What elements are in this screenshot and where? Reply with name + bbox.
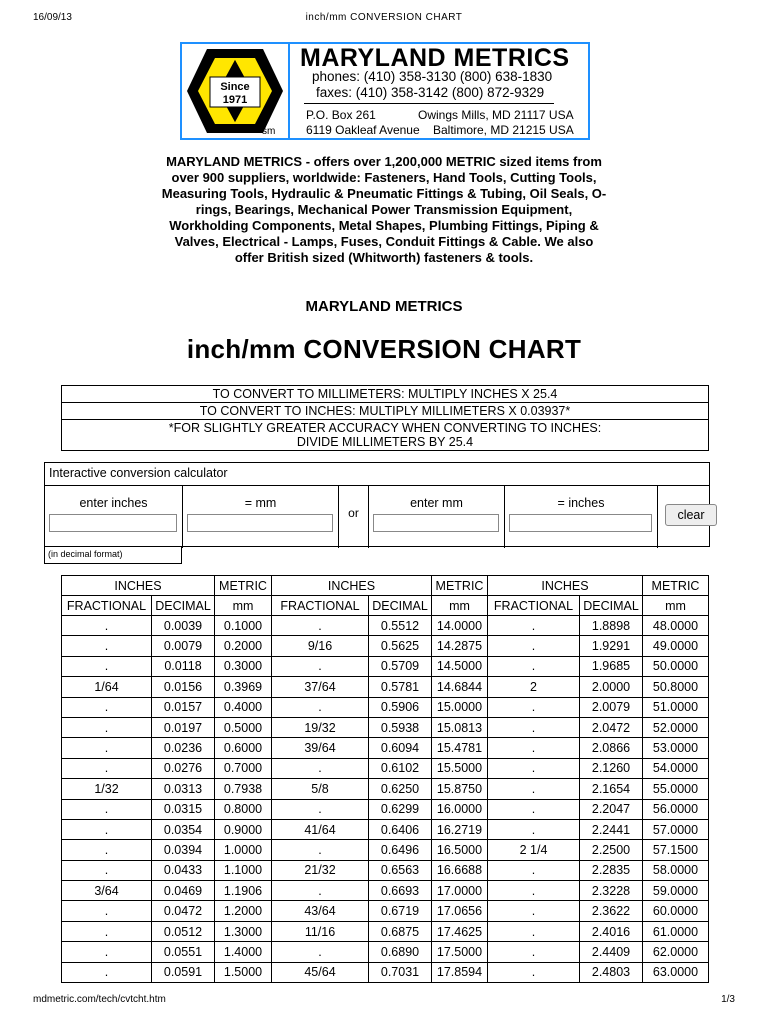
footer-page-number: 1/3: [721, 994, 735, 1005]
table-cell: 2.1260: [580, 758, 643, 778]
table-cell: 17.0000: [432, 881, 488, 901]
page-title: inch/mm CONVERSION CHART: [186, 334, 582, 364]
table-cell: 0.4000: [215, 697, 272, 717]
accuracy-note-line1: *FOR SLIGHTLY GREATER ACCURACY WHEN CONVERTING TO INCHES:: [168, 421, 602, 435]
table-cell: 0.5781: [369, 677, 432, 697]
inches-result-label: = inches: [557, 496, 605, 510]
table-row: [62, 921, 709, 941]
table-cell: 0.5625: [369, 636, 432, 656]
table-cell: 2.0866: [580, 738, 643, 758]
table-cell: 17.0656: [432, 901, 488, 921]
table-cell: 0.0551: [152, 942, 215, 962]
table-cell: 2.0079: [580, 697, 643, 717]
table-cell: .: [272, 840, 369, 860]
table-cell: 45/64: [272, 962, 369, 982]
company-emblem: [182, 44, 290, 138]
table-cell: .: [488, 717, 580, 737]
company-subheading: MARYLAND METRICS: [305, 298, 463, 315]
table-cell: .: [272, 656, 369, 676]
table-cell: 0.7031: [369, 962, 432, 982]
table-cell: .: [62, 840, 152, 860]
table-group-header-row: [62, 576, 709, 596]
table-cell: .: [272, 616, 369, 636]
table-cell: 1/32: [62, 779, 152, 799]
header-metric-1: METRIC: [215, 576, 272, 596]
table-cell: 0.0512: [152, 921, 215, 941]
table-cell: 0.0118: [152, 656, 215, 676]
table-cell: 21/32: [272, 860, 369, 880]
table-cell: 1.4000: [215, 942, 272, 962]
table-cell: 0.5938: [369, 717, 432, 737]
footer-url: mdmetric.com/tech/cvtcht.htm: [33, 994, 166, 1005]
fax-numbers: faxes: (410) 358-3142 (800) 872-9329: [316, 85, 545, 100]
table-cell: 2.4409: [580, 942, 643, 962]
mm-result-cell: [183, 486, 339, 548]
table-cell: 1.0000: [215, 840, 272, 860]
table-cell: 1/64: [62, 677, 152, 697]
table-cell: 43/64: [272, 901, 369, 921]
table-cell: 54.0000: [643, 758, 709, 778]
table-cell: 0.0469: [152, 881, 215, 901]
table-cell: .: [62, 758, 152, 778]
table-cell: 58.0000: [643, 860, 709, 880]
table-cell: 2.2500: [580, 840, 643, 860]
table-cell: 15.0813: [432, 717, 488, 737]
table-cell: .: [62, 921, 152, 941]
sub-header-decimal: DECIMAL: [152, 596, 215, 616]
accuracy-note: [62, 420, 709, 451]
table-cell: 2.3622: [580, 901, 643, 921]
table-cell: 0.5709: [369, 656, 432, 676]
table-cell: 11/16: [272, 921, 369, 941]
table-row: [62, 860, 709, 880]
inches-input[interactable]: [49, 514, 177, 532]
table-row: [62, 636, 709, 656]
table-cell: .: [488, 819, 580, 839]
company-logo-banner: [180, 42, 590, 140]
print-date: 16/09/13: [33, 12, 72, 23]
table-cell: 1.8898: [580, 616, 643, 636]
table-cell: 15.0000: [432, 697, 488, 717]
table-cell: 0.7938: [215, 779, 272, 799]
table-cell: 57.1500: [643, 840, 709, 860]
clear-button[interactable]: clear: [665, 504, 717, 526]
table-cell: 0.6250: [369, 779, 432, 799]
accuracy-note-line2: DIVIDE MILLIMETERS BY 25.4: [296, 435, 474, 449]
or-label: or: [348, 506, 359, 520]
table-cell: 17.4625: [432, 921, 488, 941]
table-cell: 39/64: [272, 738, 369, 758]
table-cell: 9/16: [272, 636, 369, 656]
table-cell: .: [488, 616, 580, 636]
service-mark-text: sm: [262, 126, 276, 137]
print-title: inch/mm CONVERSION CHART: [305, 12, 463, 23]
table-cell: 48.0000: [643, 616, 709, 636]
table-cell: 16.6688: [432, 860, 488, 880]
table-cell: .: [62, 636, 152, 656]
table-row: [62, 656, 709, 676]
table-cell: 5/8: [272, 779, 369, 799]
sub-header-mm: mm: [432, 596, 488, 616]
street-city: Baltimore, MD 21215 USA: [433, 123, 574, 137]
table-cell: 16.0000: [432, 799, 488, 819]
table-cell: .: [488, 881, 580, 901]
sub-header-decimal: DECIMAL: [580, 596, 643, 616]
inches-result-cell: [505, 486, 658, 548]
table-cell: .: [488, 799, 580, 819]
table-cell: 2.3228: [580, 881, 643, 901]
table-cell: .: [62, 738, 152, 758]
table-cell: 0.0472: [152, 901, 215, 921]
table-cell: 57.0000: [643, 819, 709, 839]
table-cell: 0.6094: [369, 738, 432, 758]
table-cell: 2.4016: [580, 921, 643, 941]
table-cell: 0.0079: [152, 636, 215, 656]
table-cell: .: [272, 697, 369, 717]
sub-header-decimal: DECIMAL: [369, 596, 432, 616]
table-cell: 0.6000: [215, 738, 272, 758]
table-cell: 14.0000: [432, 616, 488, 636]
table-cell: 0.6299: [369, 799, 432, 819]
calculator-title: Interactive conversion calculator: [49, 466, 228, 480]
table-cell: 0.2000: [215, 636, 272, 656]
table-row: [62, 697, 709, 717]
mm-input[interactable]: [373, 514, 499, 532]
po-box-city: Owings Mills, MD 21117 USA: [418, 108, 574, 122]
inches-result-field[interactable]: [509, 514, 652, 532]
header-inches-1: INCHES: [62, 576, 215, 596]
table-cell: 1.1000: [215, 860, 272, 880]
conversion-calculator: [44, 462, 710, 547]
table-cell: 1.3000: [215, 921, 272, 941]
table-cell: .: [62, 616, 152, 636]
table-cell: 0.0433: [152, 860, 215, 880]
table-cell: .: [272, 758, 369, 778]
emblem-since-text: Since: [220, 81, 250, 93]
table-cell: 2.1654: [580, 779, 643, 799]
sub-header-fractional: FRACTIONAL: [488, 596, 580, 616]
table-cell: 14.5000: [432, 656, 488, 676]
enter-mm-label: enter mm: [410, 496, 463, 510]
table-row: [62, 942, 709, 962]
table-cell: 0.6563: [369, 860, 432, 880]
table-cell: 0.0039: [152, 616, 215, 636]
company-contact-block: [290, 44, 588, 138]
table-cell: 0.7000: [215, 758, 272, 778]
street-address: 6119 Oakleaf Avenue: [306, 123, 420, 137]
table-cell: 2 1/4: [488, 840, 580, 860]
sub-header-mm: mm: [215, 596, 272, 616]
table-row: [62, 799, 709, 819]
table-cell: 16.5000: [432, 840, 488, 860]
table-cell: 19/32: [272, 717, 369, 737]
table-cell: .: [488, 758, 580, 778]
table-cell: 15.4781: [432, 738, 488, 758]
phone-numbers: phones: (410) 358-3130 (800) 638-1830: [312, 69, 553, 84]
table-sub-header-row: [62, 596, 709, 616]
table-row: [62, 758, 709, 778]
table-cell: 14.6844: [432, 677, 488, 697]
sub-header-mm: mm: [643, 596, 709, 616]
header-metric-2: METRIC: [432, 576, 488, 596]
table-cell: 2: [488, 677, 580, 697]
table-cell: 63.0000: [643, 962, 709, 982]
company-name: MARYLAND METRICS: [300, 44, 570, 72]
table-cell: 0.5512: [369, 616, 432, 636]
table-cell: .: [62, 717, 152, 737]
table-cell: 0.3000: [215, 656, 272, 676]
header-inches-3: INCHES: [488, 576, 643, 596]
hexagon-emblem-icon: [182, 44, 288, 138]
table-cell: 53.0000: [643, 738, 709, 758]
calculator-row: [45, 485, 709, 548]
emblem-year-text: 1971: [222, 94, 248, 106]
table-cell: .: [272, 881, 369, 901]
table-cell: 0.0156: [152, 677, 215, 697]
table-cell: 0.6875: [369, 921, 432, 941]
table-cell: 16.2719: [432, 819, 488, 839]
table-cell: 0.6719: [369, 901, 432, 921]
table-cell: .: [62, 901, 152, 921]
table-row: [62, 881, 709, 901]
sub-header-fractional: FRACTIONAL: [272, 596, 369, 616]
table-row: [62, 901, 709, 921]
header-inches-2: INCHES: [272, 576, 432, 596]
table-cell: 61.0000: [643, 921, 709, 941]
table-cell: 0.0276: [152, 758, 215, 778]
table-cell: .: [488, 860, 580, 880]
table-cell: 2.2441: [580, 819, 643, 839]
mm-result-field[interactable]: [187, 514, 333, 532]
sub-header-fractional: FRACTIONAL: [62, 596, 152, 616]
table-cell: 50.8000: [643, 677, 709, 697]
table-cell: 0.0315: [152, 799, 215, 819]
table-cell: .: [488, 656, 580, 676]
table-cell: 0.0313: [152, 779, 215, 799]
table-cell: 0.6890: [369, 942, 432, 962]
table-cell: 0.0157: [152, 697, 215, 717]
table-cell: 17.5000: [432, 942, 488, 962]
table-row: [62, 819, 709, 839]
table-row: [62, 840, 709, 860]
intro-paragraph: MARYLAND METRICS - offers over 1,200,000 METRIC sized items from over 900 suppliers, worldwide: Fasteners, Hand Tools, Cutting Tools, Measuring Tools, Hydraulic & Pneumatic Fittings & Tubing, Oil Seals, O-rings, Bearings, Mechanical Power Transmission Equipment, Workholding Components, Metal Shapes, Plumbing Fittings, Piping & Valves, Electrical - Lamps, Fuses, Conduit Fittings & Cable. We also offer British sized (Whitworth) fasteners & tools.: [161, 154, 607, 265]
table-cell: 3/64: [62, 881, 152, 901]
mm-input-cell: [369, 486, 505, 548]
table-cell: .: [272, 942, 369, 962]
table-cell: 0.0354: [152, 819, 215, 839]
table-cell: 0.3969: [215, 677, 272, 697]
table-cell: 55.0000: [643, 779, 709, 799]
conversion-instructions: [61, 385, 709, 451]
table-cell: .: [62, 799, 152, 819]
table-cell: 60.0000: [643, 901, 709, 921]
table-row: [62, 677, 709, 697]
table-cell: .: [62, 656, 152, 676]
or-cell: [339, 486, 369, 548]
table-cell: .: [488, 942, 580, 962]
table-cell: 1.2000: [215, 901, 272, 921]
table-row: [62, 779, 709, 799]
table-cell: 2.2835: [580, 860, 643, 880]
table-cell: .: [62, 962, 152, 982]
instruction-to-mm: TO CONVERT TO MILLIMETERS: MULTIPLY INCHES X 25.4: [62, 386, 709, 403]
table-cell: 15.8750: [432, 779, 488, 799]
table-row: [62, 738, 709, 758]
table-cell: 0.6406: [369, 819, 432, 839]
table-cell: .: [488, 901, 580, 921]
table-cell: 14.2875: [432, 636, 488, 656]
table-cell: 0.0394: [152, 840, 215, 860]
table-cell: 1.1906: [215, 881, 272, 901]
table-cell: 15.5000: [432, 758, 488, 778]
table-cell: .: [272, 799, 369, 819]
table-cell: .: [488, 962, 580, 982]
table-cell: .: [488, 779, 580, 799]
table-cell: 17.8594: [432, 962, 488, 982]
enter-inches-label: enter inches: [79, 496, 148, 510]
table-body: [62, 616, 709, 983]
table-cell: 0.0236: [152, 738, 215, 758]
table-cell: 0.6102: [369, 758, 432, 778]
table-cell: 2.4803: [580, 962, 643, 982]
header-metric-3: METRIC: [643, 576, 709, 596]
table-cell: 2.0472: [580, 717, 643, 737]
table-cell: 62.0000: [643, 942, 709, 962]
table-cell: 0.8000: [215, 799, 272, 819]
table-row: [62, 616, 709, 636]
table-cell: 0.0591: [152, 962, 215, 982]
po-box: P.O. Box 261: [306, 108, 376, 122]
table-cell: .: [488, 921, 580, 941]
table-cell: .: [488, 738, 580, 758]
table-cell: 0.5906: [369, 697, 432, 717]
table-cell: 1.5000: [215, 962, 272, 982]
table-cell: 0.0197: [152, 717, 215, 737]
table-cell: 51.0000: [643, 697, 709, 717]
table-cell: 2.2047: [580, 799, 643, 819]
inches-input-cell: [45, 486, 183, 548]
table-cell: 41/64: [272, 819, 369, 839]
table-cell: 49.0000: [643, 636, 709, 656]
address-divider: [304, 103, 554, 104]
mm-result-label: = mm: [244, 496, 277, 510]
table-cell: .: [488, 636, 580, 656]
table-cell: 52.0000: [643, 717, 709, 737]
table-cell: 0.1000: [215, 616, 272, 636]
table-row: [62, 962, 709, 982]
table-cell: .: [62, 819, 152, 839]
table-cell: 50.0000: [643, 656, 709, 676]
table-cell: .: [62, 942, 152, 962]
table-cell: .: [62, 860, 152, 880]
table-cell: 37/64: [272, 677, 369, 697]
conversion-table: [61, 575, 709, 983]
instruction-to-inches: TO CONVERT TO INCHES: MULTIPLY MILLIMETERS X 0.03937*: [62, 403, 709, 420]
table-cell: 0.9000: [215, 819, 272, 839]
table-cell: 0.6693: [369, 881, 432, 901]
decimal-format-note: (in decimal format): [44, 546, 182, 564]
table-row: [62, 717, 709, 737]
table-cell: .: [62, 697, 152, 717]
table-cell: 59.0000: [643, 881, 709, 901]
table-cell: 56.0000: [643, 799, 709, 819]
table-cell: 0.5000: [215, 717, 272, 737]
table-cell: 1.9685: [580, 656, 643, 676]
table-cell: 2.0000: [580, 677, 643, 697]
table-cell: 0.6496: [369, 840, 432, 860]
table-cell: .: [488, 697, 580, 717]
table-cell: 1.9291: [580, 636, 643, 656]
